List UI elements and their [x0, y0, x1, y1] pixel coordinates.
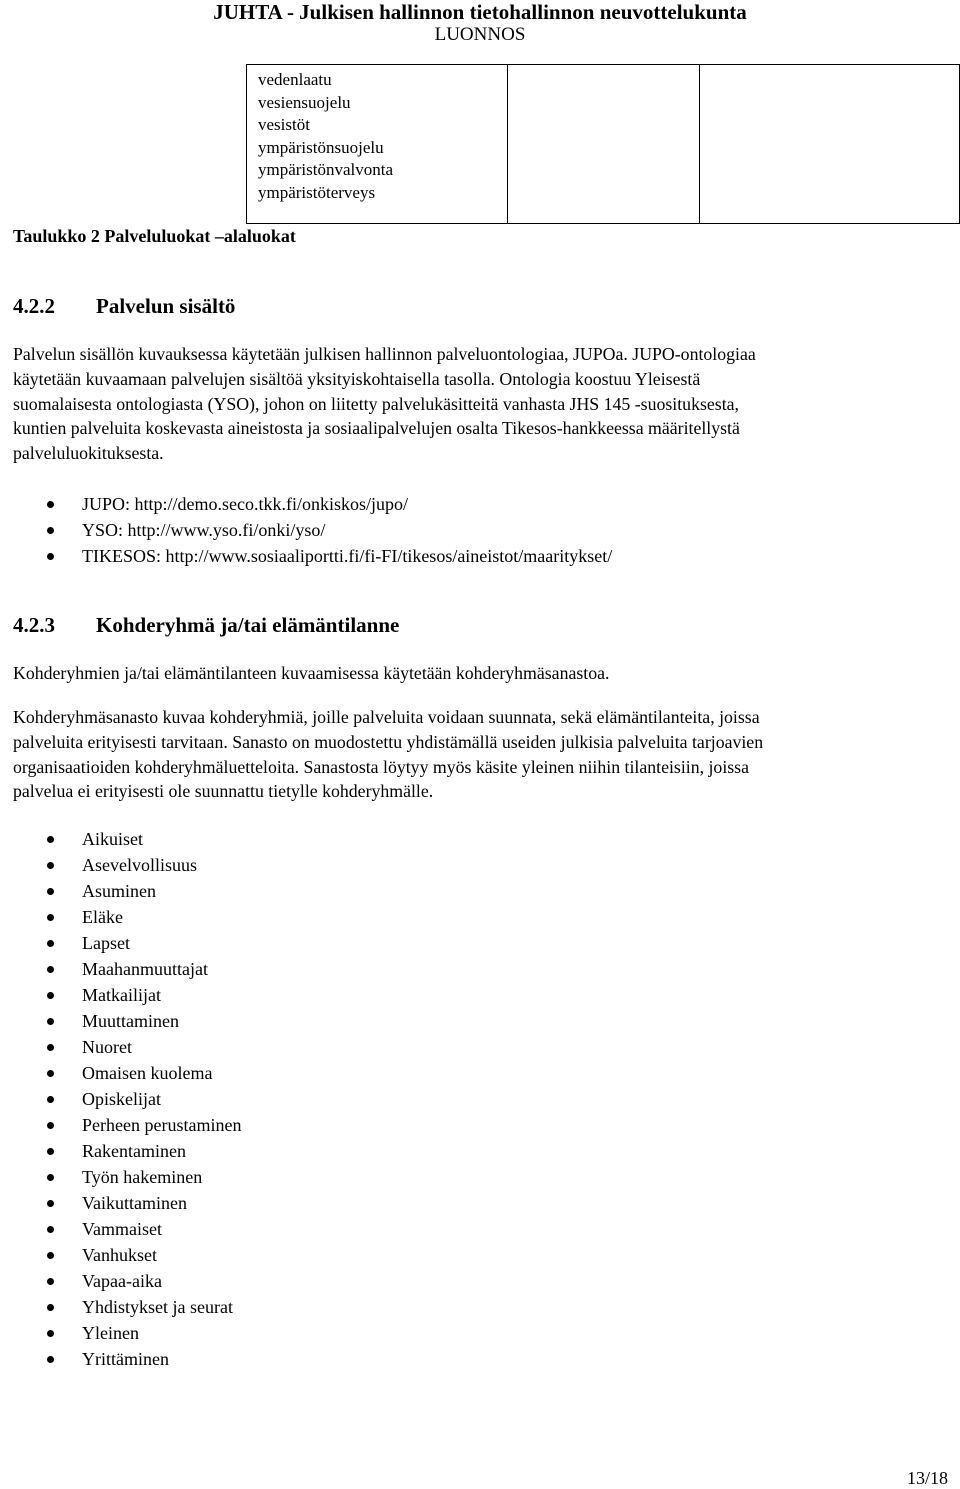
target-group-item: Asuminen	[0, 878, 241, 904]
subcategory-item: ympäristönsuojelu	[258, 137, 384, 157]
target-group-item: Opiskelijat	[0, 1086, 241, 1112]
subcategory-cell	[247, 65, 508, 224]
table-caption: Taulukko 2 Palveluluokat –alaluokat	[13, 226, 296, 246]
section-heading-4-2-2	[13, 294, 235, 319]
target-group-item: Perheen perustaminen	[0, 1112, 241, 1138]
subcategory-item: ympäristönvalvonta	[258, 160, 394, 180]
paragraph-line: organisaatioiden kohderyhmäluetteloita. Sanastosta löytyy myös käsite yleinen niihin tilanteisiin, joissa	[13, 756, 749, 777]
section-title: Kohderyhmä ja/tai elämäntilanne	[96, 613, 400, 637]
section-4-2-3-paragraph	[13, 705, 953, 804]
paragraph-line: Palvelun sisällön kuvauksessa käytetään julkisen hallinnon palveluontologiaa, JUPOa. JUPO-ontologiaa	[13, 344, 756, 364]
target-group-item: Vapaa-aika	[0, 1268, 241, 1294]
target-group-item: Yhdistykset ja seurat	[0, 1294, 241, 1320]
page-number: 13/18	[906, 1468, 948, 1488]
target-group-item: Työn hakeminen	[0, 1164, 241, 1190]
target-group-item: Vaikuttaminen	[0, 1190, 241, 1216]
paragraph-line: Kohderyhmien ja/tai elämäntilanteen kuvaamisessa käytetään kohderyhmäsanastoa.	[13, 663, 610, 683]
section-4-2-3-intro	[13, 661, 953, 686]
paragraph-line: kuntien palveluita koskevasta aineistosta ja sosiaalipalvelujen osalta Tikesos-hankkeessa määritellystä	[13, 418, 740, 439]
section-title: Palvelun sisältö	[96, 294, 236, 318]
target-group-item: Yleinen	[0, 1320, 241, 1346]
target-group-item: Omaisen kuolema	[0, 1060, 241, 1086]
header-org: JUHTA - Julkisen hallinnon tietohallinnon neuvottelukunta	[213, 0, 747, 24]
link-item[interactable]: JUPO: http://demo.seco.tkk.fi/onkiskos/jupo/	[0, 491, 612, 517]
target-group-item: Eläke	[0, 904, 241, 930]
subcategory-item: vesistöt	[258, 115, 310, 135]
target-group-item: Muuttaminen	[0, 1008, 241, 1034]
paragraph-line: palveluluokituksesta.	[13, 443, 164, 464]
paragraph-line: suomalaisesta ontologiasta (YSO), johon on liitetty palvelukäsitteitä vanhasta JHS 145 -suosituksesta,	[13, 393, 739, 414]
subcategory-item: vedenlaatu	[258, 70, 332, 89]
section-number: 4.2.2	[13, 294, 55, 318]
section-number: 4.2.3	[13, 613, 55, 637]
target-group-item: Nuoret	[0, 1034, 241, 1060]
link-list	[0, 491, 612, 569]
paragraph-line: palvelua ei erityisesti ole suunnattu tietylle kohderyhmälle.	[13, 781, 434, 802]
target-group-item: Aikuiset	[0, 826, 241, 852]
section-4-2-2-paragraph	[13, 342, 953, 466]
link-item[interactable]: TIKESOS: http://www.sosiaaliportti.fi/fi-FI/tikesos/aineistot/maaritykset/	[0, 543, 612, 569]
paragraph-line: palveluita erityisesti tarvitaan. Sanasto on muodostettu yhdistämällä useiden julkisia palveluita tarjoavien	[13, 731, 764, 752]
page-header	[0, 0, 960, 46]
header-status: LUONNOS	[434, 24, 526, 45]
subcategory-item: ympäristöterveys	[258, 182, 376, 202]
paragraph-line: Kohderyhmäsanasto kuvaa kohderyhmiä, joille palveluita voidaan suunnata, sekä elämäntilanteita, joissa	[13, 707, 760, 727]
empty-cell	[699, 65, 959, 224]
target-group-item: Rakentaminen	[0, 1138, 241, 1164]
section-heading-4-2-3	[13, 613, 399, 638]
target-group-item: Lapset	[0, 930, 241, 956]
target-group-item: Yrittäminen	[0, 1346, 241, 1372]
subcategory-table	[246, 64, 960, 224]
target-group-item: Asevelvollisuus	[0, 852, 241, 878]
target-group-item: Matkailijat	[0, 982, 241, 1008]
target-group-item: Vanhukset	[0, 1242, 241, 1268]
subcategory-item: vesiensuojelu	[258, 92, 351, 112]
link-item[interactable]: YSO: http://www.yso.fi/onki/yso/	[0, 517, 612, 543]
target-group-list	[0, 826, 241, 1372]
empty-cell	[507, 65, 699, 224]
paragraph-line: käytetään kuvaamaan palvelujen sisältöä yksityiskohtaisella tasolla. Ontologia koostuu Yleisestä	[13, 368, 701, 389]
target-group-item: Vammaiset	[0, 1216, 241, 1242]
target-group-item: Maahanmuuttajat	[0, 956, 241, 982]
